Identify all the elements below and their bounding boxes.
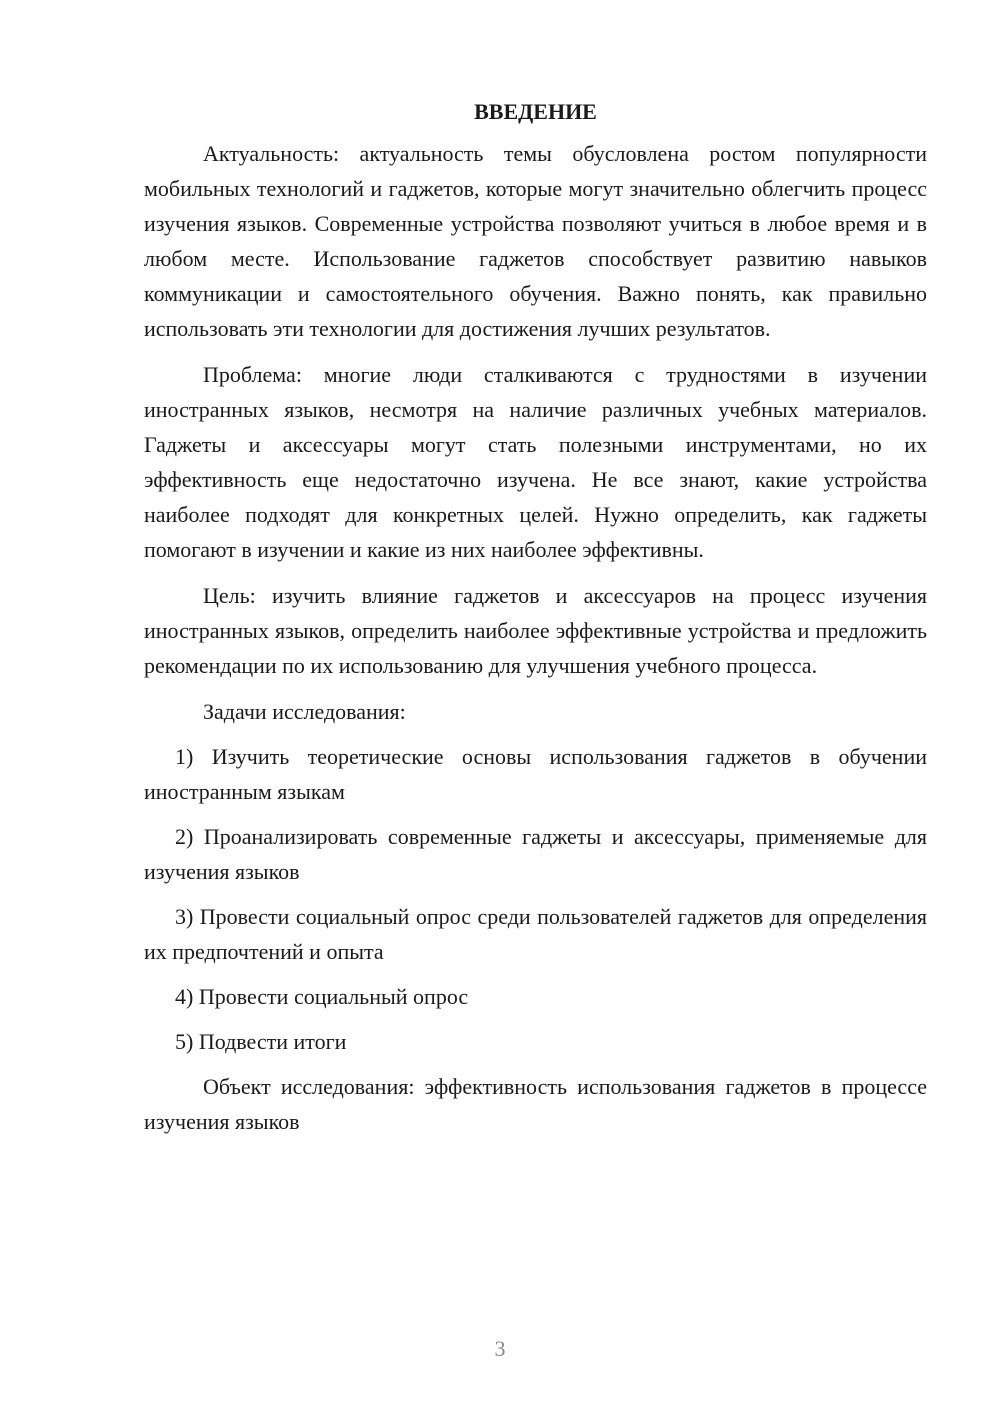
task-item-5: 5) Подвести итоги — [175, 1029, 347, 1054]
task-item-4: 4) Провести социальный опрос — [175, 984, 469, 1009]
task-item-2: 2) Проанализировать современные гаджеты и аксессуары, применяемые для изучения языков — [144, 824, 927, 884]
task-item-3: 3) Провести социальный опрос среди пользователей гаджетов для определения их предпочтений и опыта — [144, 904, 927, 964]
tasks-heading: Задачи исследования: — [203, 699, 406, 724]
relevance-paragraph: Актуальность: актуальность темы обусловлена ростом популярности мобильных технологий и гаджетов, которые могут значительно облегчить процесс изучения языков. Современные устройства позволяют учиться в любое время и в любом месте. Использование гаджетов способствует развитию навыков коммуникации и самостоятельного обучения. Важно понять, как правильно использовать эти технологии для достижения лучших результатов. — [144, 141, 927, 341]
task-item-1: 1) Изучить теоретические основы использования гаджетов в обучении иностранным языкам — [144, 744, 927, 804]
object-paragraph: Объект исследования: эффективность использования гаджетов в процессе изучения языков — [144, 1074, 927, 1134]
problem-paragraph: Проблема: многие люди сталкиваются с трудностями в изучении иностранных языков, несмотря на наличие различных учебных материалов. Гаджеты и аксессуары могут стать полезными инструментами, но их эффективность еще недостаточно изучена. Не все знают, какие устройства наиболее подходят для конкретных целей. Нужно определить, как гаджеты помогают в изучении и какие из них наиболее эффективны. — [144, 362, 927, 562]
goal-paragraph: Цель: изучить влияние гаджетов и аксессуаров на процесс изучения иностранных языков, определить наиболее эффективные устройства и предложить рекомендации по их использованию для улучшения учебного процесса. — [144, 583, 927, 678]
section-title: ВВЕДЕНИЕ — [474, 99, 597, 124]
page-number: 3 — [494, 1336, 506, 1361]
page-content — [144, 94, 927, 1150]
